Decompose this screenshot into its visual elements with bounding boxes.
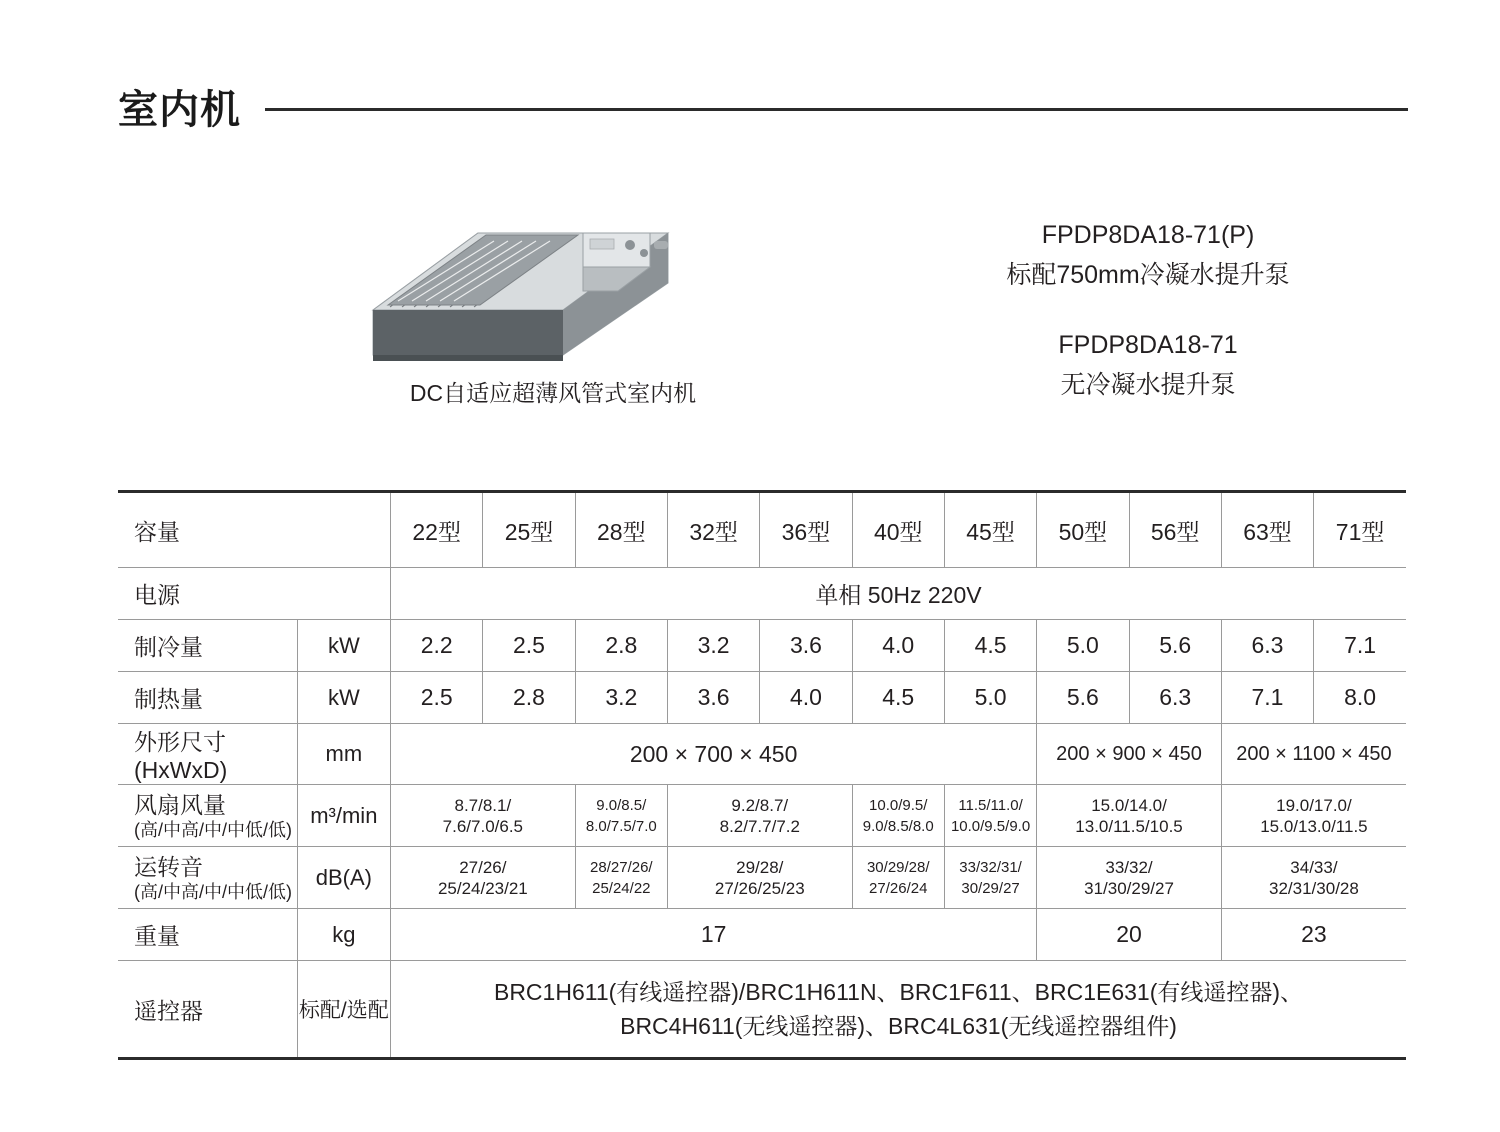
row-heating (118, 672, 1406, 724)
model-spacer (938, 295, 1358, 325)
header-col-28: 28型 (575, 492, 667, 568)
heating-36: 4.0 (760, 672, 852, 724)
sound-45: 33/32/31/ 30/29/27 (944, 847, 1036, 909)
sound-32-36: 29/28/ 27/26/25/23 (667, 847, 852, 909)
row-sound-unit: dB(A) (297, 847, 390, 909)
cooling-45: 4.5 (944, 620, 1036, 672)
dimensions-group-1: 200 × 700 × 450 (391, 724, 1037, 785)
cooling-56: 5.6 (1129, 620, 1221, 672)
cooling-36: 3.6 (760, 620, 852, 672)
dimensions-group-3: 200 × 1100 × 450 (1221, 724, 1406, 785)
cooling-25: 2.5 (483, 620, 575, 672)
header-rule (265, 108, 1408, 111)
cooling-63: 6.3 (1221, 620, 1313, 672)
header-col-45: 45型 (944, 492, 1036, 568)
row-airflow-unit: m³/min (297, 785, 390, 847)
sound-28: 28/27/26/ 25/24/22 (575, 847, 667, 909)
weight-group-1: 17 (391, 909, 1037, 961)
airflow-label-sub: (高/中高/中/中低/低) (134, 819, 292, 840)
sound-40: 30/29/28/ 27/26/24 (852, 847, 944, 909)
model-name-2: FPDP8DA18-71 (1058, 331, 1238, 359)
row-power-label: 电源 (118, 568, 391, 620)
airflow-22-25: 8.7/8.1/ 7.6/7.0/6.5 (391, 785, 576, 847)
row-weight-label: 重量 (118, 909, 297, 961)
row-heating-label: 制热量 (118, 672, 297, 724)
row-sound (118, 847, 1406, 909)
sound-label-main: 运转音 (134, 853, 203, 880)
sound-22-25: 27/26/ 25/24/23/21 (391, 847, 576, 909)
header-col-50: 50型 (1037, 492, 1129, 568)
product-area (118, 190, 1408, 430)
row-dimensions-unit: mm (297, 724, 390, 785)
row-heating-unit: kW (297, 672, 390, 724)
header-col-40: 40型 (852, 492, 944, 568)
table-header-row (118, 492, 1406, 568)
row-cooling-unit: kW (297, 620, 390, 672)
model-note-1: 标配750mm冷凝水提升泵 (1006, 261, 1290, 289)
indoor-unit-illustration (368, 205, 728, 380)
weight-group-2: 20 (1037, 909, 1222, 961)
row-cooling-label: 制冷量 (118, 620, 297, 672)
page-header (118, 78, 1408, 135)
model-name-1: FPDP8DA18-71(P) (1041, 221, 1255, 249)
row-remote-option: 标配/选配 (297, 961, 390, 1059)
cooling-32: 3.2 (667, 620, 759, 672)
remote-value: BRC1H611(有线遥控器)/BRC1H611N、BRC1F611、BRC1E631(有线遥控器)、 BRC4H611(无线遥控器)、BRC4L631(无线遥控器组件) (391, 961, 1406, 1059)
heating-56: 6.3 (1129, 672, 1221, 724)
header-col-71: 71型 (1314, 492, 1406, 568)
row-remote (118, 961, 1406, 1059)
row-dimensions (118, 724, 1406, 785)
row-remote-label: 遥控器 (118, 961, 297, 1059)
specification-table (118, 490, 1406, 1060)
dimensions-group-2: 200 × 900 × 450 (1037, 724, 1222, 785)
cooling-28: 2.8 (575, 620, 667, 672)
heating-63: 7.1 (1221, 672, 1313, 724)
header-col-63: 63型 (1221, 492, 1313, 568)
row-weight (118, 909, 1406, 961)
heating-22: 2.5 (391, 672, 483, 724)
heating-45: 5.0 (944, 672, 1036, 724)
header-capacity-label: 容量 (118, 492, 391, 568)
row-power-value: 单相 50Hz 220V (391, 568, 1406, 620)
header-col-56: 56型 (1129, 492, 1221, 568)
sound-50-56: 33/32/ 31/30/29/27 (1037, 847, 1222, 909)
header-col-32: 32型 (667, 492, 759, 568)
row-cooling (118, 620, 1406, 672)
heating-28: 3.2 (575, 672, 667, 724)
model-block (938, 215, 1358, 405)
model-note-2: 无冷凝水提升泵 (1060, 371, 1236, 399)
airflow-label-main: 风扇风量 (134, 791, 226, 818)
image-caption: DC自适应超薄风管式室内机 (409, 380, 697, 406)
weight-group-3: 23 (1221, 909, 1406, 961)
page-title: 室内机 (118, 88, 241, 132)
row-sound-label (118, 847, 297, 909)
airflow-45: 11.5/11.0/ 10.0/9.5/9.0 (944, 785, 1036, 847)
cooling-71: 7.1 (1314, 620, 1406, 672)
sound-63-71: 34/33/ 32/31/30/28 (1221, 847, 1406, 909)
heating-50: 5.6 (1037, 672, 1129, 724)
cooling-22: 2.2 (391, 620, 483, 672)
header-col-36: 36型 (760, 492, 852, 568)
row-airflow-label (118, 785, 297, 847)
cooling-40: 4.0 (852, 620, 944, 672)
cooling-50: 5.0 (1037, 620, 1129, 672)
airflow-63-71: 19.0/17.0/ 15.0/13.0/11.5 (1221, 785, 1406, 847)
row-dimensions-label: 外形尺寸(HxWxD) (118, 724, 297, 785)
airflow-28: 9.0/8.5/ 8.0/7.5/7.0 (575, 785, 667, 847)
row-airflow (118, 785, 1406, 847)
airflow-40: 10.0/9.5/ 9.0/8.5/8.0 (852, 785, 944, 847)
heating-40: 4.5 (852, 672, 944, 724)
heating-71: 8.0 (1314, 672, 1406, 724)
header-col-25: 25型 (483, 492, 575, 568)
heating-25: 2.8 (483, 672, 575, 724)
row-power (118, 568, 1406, 620)
sound-label-sub: (高/中高/中/中低/低) (134, 881, 292, 902)
header-col-22: 22型 (391, 492, 483, 568)
airflow-32-36: 9.2/8.7/ 8.2/7.7/7.2 (667, 785, 852, 847)
heating-32: 3.6 (667, 672, 759, 724)
airflow-50-56: 15.0/14.0/ 13.0/11.5/10.5 (1037, 785, 1222, 847)
row-weight-unit: kg (297, 909, 390, 961)
